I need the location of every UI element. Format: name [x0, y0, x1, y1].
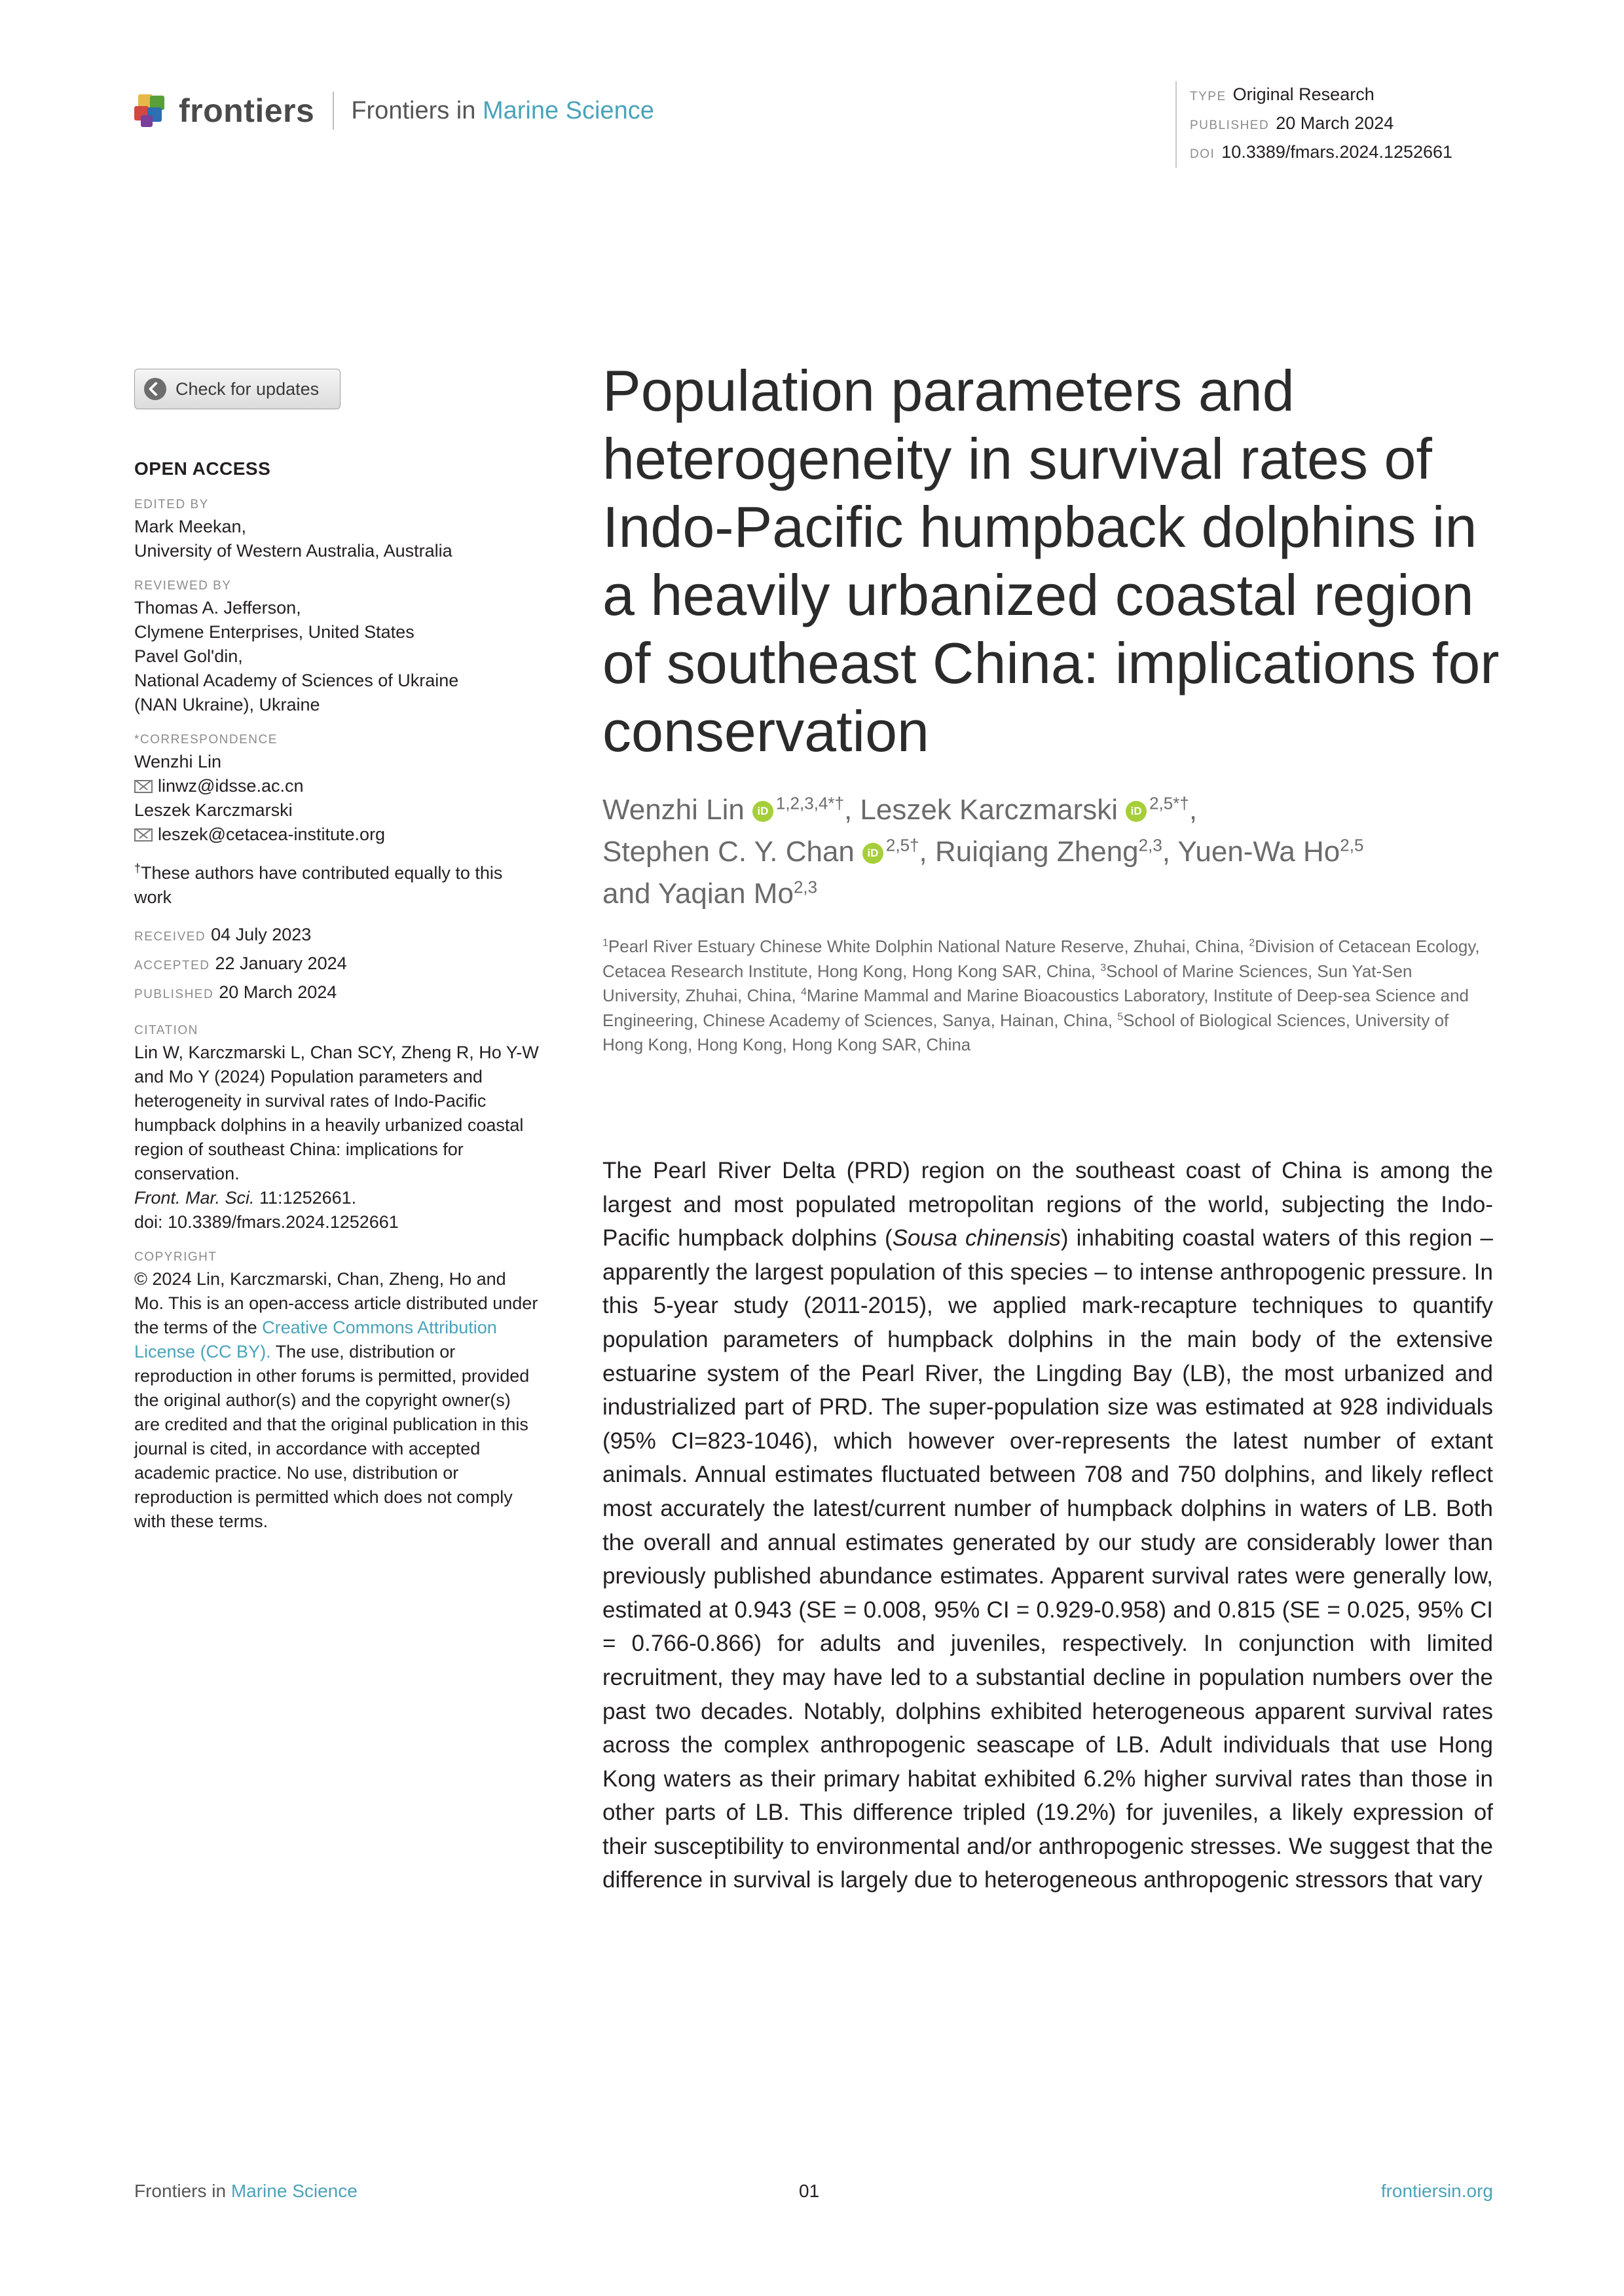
author-affiliation-marks: 2,5† [885, 835, 919, 855]
author-name: Yaqian Mo [657, 878, 794, 910]
author-name: Stephen C. Y. Chan [602, 836, 855, 868]
orcid-icon[interactable]: iD [1126, 801, 1147, 822]
footer-site-link[interactable]: frontiersin.org [1380, 2181, 1493, 2201]
author-affiliation-marks: 2,3 [1138, 835, 1162, 855]
author-affiliation-marks: 1,2,3,4*† [775, 793, 844, 813]
journal-name: Frontiers in Marine Science [351, 96, 654, 124]
article-meta [1175, 81, 1452, 168]
orcid-icon[interactable]: iD [862, 843, 883, 864]
corr-email-2[interactable]: leszek@cetacea-institute.org [134, 823, 540, 847]
copyright-key: COPYRIGHT [134, 1250, 217, 1264]
author[interactable] [658, 878, 817, 910]
author-affiliation-marks: 2,5*† [1149, 793, 1189, 813]
meta-published: PUBLISHED 20 March 2024 [1190, 113, 1394, 133]
logo-divider [333, 92, 334, 130]
affiliations [602, 935, 1493, 1058]
mail-icon [134, 828, 153, 842]
author-name: Yuen-Wa Ho [1177, 836, 1340, 868]
citation-doi[interactable]: doi: 10.3389/fmars.2024.1252661 [134, 1212, 399, 1232]
author[interactable] [602, 836, 919, 868]
cc-by-link[interactable]: Creative Commons Attribution License (CC BY). [134, 1318, 497, 1361]
corr-name-1: Wenzhi Lin [134, 752, 222, 771]
footer-journal: Frontiers in Marine Science [134, 2181, 358, 2201]
brand-name: frontiers [179, 92, 315, 129]
frontiers-logo-icon [134, 93, 170, 128]
corr-name-2: Leszek Karczmarski [134, 800, 293, 820]
reviewed-by: Thomas A. Jefferson, Clymene Enterprises, United States Pavel Gol'din, National Academy of Sciences of Ukraine (NAN Ukraine), Ukraine [134, 598, 459, 714]
author-name: Leszek Karczmarski [860, 794, 1118, 826]
author[interactable] [1177, 836, 1363, 868]
author-name: Wenzhi Lin [602, 794, 745, 826]
article-dates: RECEIVED 04 July 2023 ACCEPTED 22 January 2024 PUBLISHED 20 March 2024 [134, 925, 347, 1002]
author-name: Ruiqiang Zheng [934, 836, 1139, 868]
author[interactable] [935, 836, 1162, 868]
affiliation-item: $^1$Pearl River Estuary Chinese White Dolphin National Nature Reserve, Zhuhai, China, [602, 936, 1249, 956]
affiliation-item: $^4$Marine Mammal and Marine Bioacoustics Laboratory, Institute of Deep-sea Science and Engineering, Chinese Academy of Sciences, Sanya, Hainan, China, [602, 986, 1469, 1030]
abstract: The Pearl River Delta (PRD) region on the southeast coast of China is among the largest and most populated metropolitan regions of the world, subjecting the Indo-Pacific humpback dolphins (Sousa chinensis) inhabiting coastal waters of this region – apparently the largest population of this species – to intense anthropogenic pressure. In this 5-year study (2011-2015), we applied mark-recapture techniques to quantify population parameters of humpback dolphins in the main body of the extensive estuarine system of the Pearl River, the Lingding Bay (LB), the most urbanized and industrialized part of PRD. The super-population size was estimated at 928 individuals (95% CI=823-1046), which however over-represents the latest number of extant animals. Annual estimates fluctuated between 708 and 750 dolphins, and likely reflect most accurately the latest/current number of humpback dolphins in waters of LB. Both the overall and annual estimates generated by our study are considerably lower than previously published abundance estimates. Apparent survival rates were generally low, estimated at 0.943 (SE = 0.008, 95% CI = 0.929-0.958) and 0.815 (SE = 0.025, 95% CI = 0.766-0.866) for adults and juveniles, respectively. In conjunction with limited recruitment, they may have led to a substantial decline in population numbers over the past two decades. Notably, dolphins exhibited heterogeneous apparent survival rates across the complex anthropogenic seascape of LB. Adult individuals that use Hong Kong waters as their primary habitat exhibited 6.2% higher survival rates than those in other parts of LB. This difference tripled (19.2%) for juveniles, a likely expression of their susceptibility to environmental and/or anthropogenic stresses. We suggest that the difference in survival is largely due to heterogeneous anthropogenic stressors that vary [602, 1158, 1493, 1893]
author-affiliation-marks: 2,5 [1340, 835, 1364, 855]
equal-contribution-note: †These authors have contributed equally to this work [134, 862, 503, 907]
correspondence-key: *CORRESPONDENCE [134, 733, 278, 747]
check-for-updates-button[interactable]: Check for updates [134, 369, 341, 409]
reviewed-by-key: REVIEWED BY [134, 579, 232, 593]
citation: Lin W, Karczmarski L, Chan SCY, Zheng R, Ho Y-W and Mo Y (2024) Population parameters and heterogeneity in survival rates of Indo-Pacific humpback dolphins in a heavily urbanized coastal region of southeast China: implications for conservation. Front. Mar. Sci. 11:1252661. doi: 10.3389/fmars.2024.1252661 [134, 1043, 539, 1232]
author[interactable] [602, 794, 844, 826]
open-access-label: OPEN ACCESS [134, 458, 271, 479]
citation-key: CITATION [134, 1024, 198, 1037]
meta-doi: DOI 10.3389/fmars.2024.1252661 [1190, 142, 1453, 162]
author-and: and [602, 878, 658, 910]
article-title: Population parameters and heterogeneity in survival rates of Indo-Pacific humpback dolphins in a heavily urbanized coastal region of southeast China: implications for conservation [602, 358, 1500, 764]
corr-email-1[interactable]: linwz@idsse.ac.cn [134, 774, 540, 798]
meta-type: TYPE Original Research [1190, 84, 1375, 104]
author-affiliation-marks: 2,3 [793, 877, 818, 897]
author-list: Wenzhi Lin iD $^{1,2,3,4*\dagger}$, Leszek Karczmarski iD $^{2,5*\dagger}$, Stephen C. Y. Chan iD $^{2,5\dagger}$, Ruiqiang Zheng$^{2,3}$, Yuen-Wa Ho$^{2,5}$ and Yaqian Mo$^{2,3}$ [602, 793, 1364, 910]
edited-by-key: EDITED BY [134, 498, 209, 511]
sidebar [134, 458, 540, 1534]
mail-icon [134, 780, 153, 793]
affiliation-item: $^2$Division of Cetacean Ecology, Cetacea Research Institute, Hong Kong, Hong Kong SAR, China, [602, 936, 1480, 981]
page-number: 01 [799, 2181, 820, 2201]
species-name: Sousa chinensis [892, 1225, 1061, 1251]
doi-link[interactable]: 10.3389/fmars.2024.1252661 [1221, 142, 1453, 162]
copyright-text: © 2024 Lin, Karczmarski, Chan, Zheng, Ho and Mo. This is an open-access article distributed under the terms of the Creative Commons Attribution License (CC BY). The use, distribution or reproduction in other forums is permitted, provided the original author(s) and the copyright owner(s) are credited and that the original publication in this journal is cited, in accordance with accepted academic practice. No use, distribution or reproduction is permitted which does not comply with these terms. [134, 1269, 538, 1531]
author[interactable] [860, 794, 1189, 826]
check-updates-icon [144, 378, 166, 400]
edited-by: Mark Meekan, University of Western Australia, Australia [134, 517, 452, 561]
orcid-icon[interactable]: iD [752, 801, 773, 822]
affiliation-item: $^3$School of Marine Sciences, Sun Yat-Sen University, Zhuhai, China, [602, 961, 1412, 1005]
frontiers-logo[interactable] [134, 92, 654, 130]
affiliation-item: $^5$School of Biological Sciences, University of Hong Kong, Hong Kong, Hong Kong SAR, China [602, 1010, 1449, 1054]
